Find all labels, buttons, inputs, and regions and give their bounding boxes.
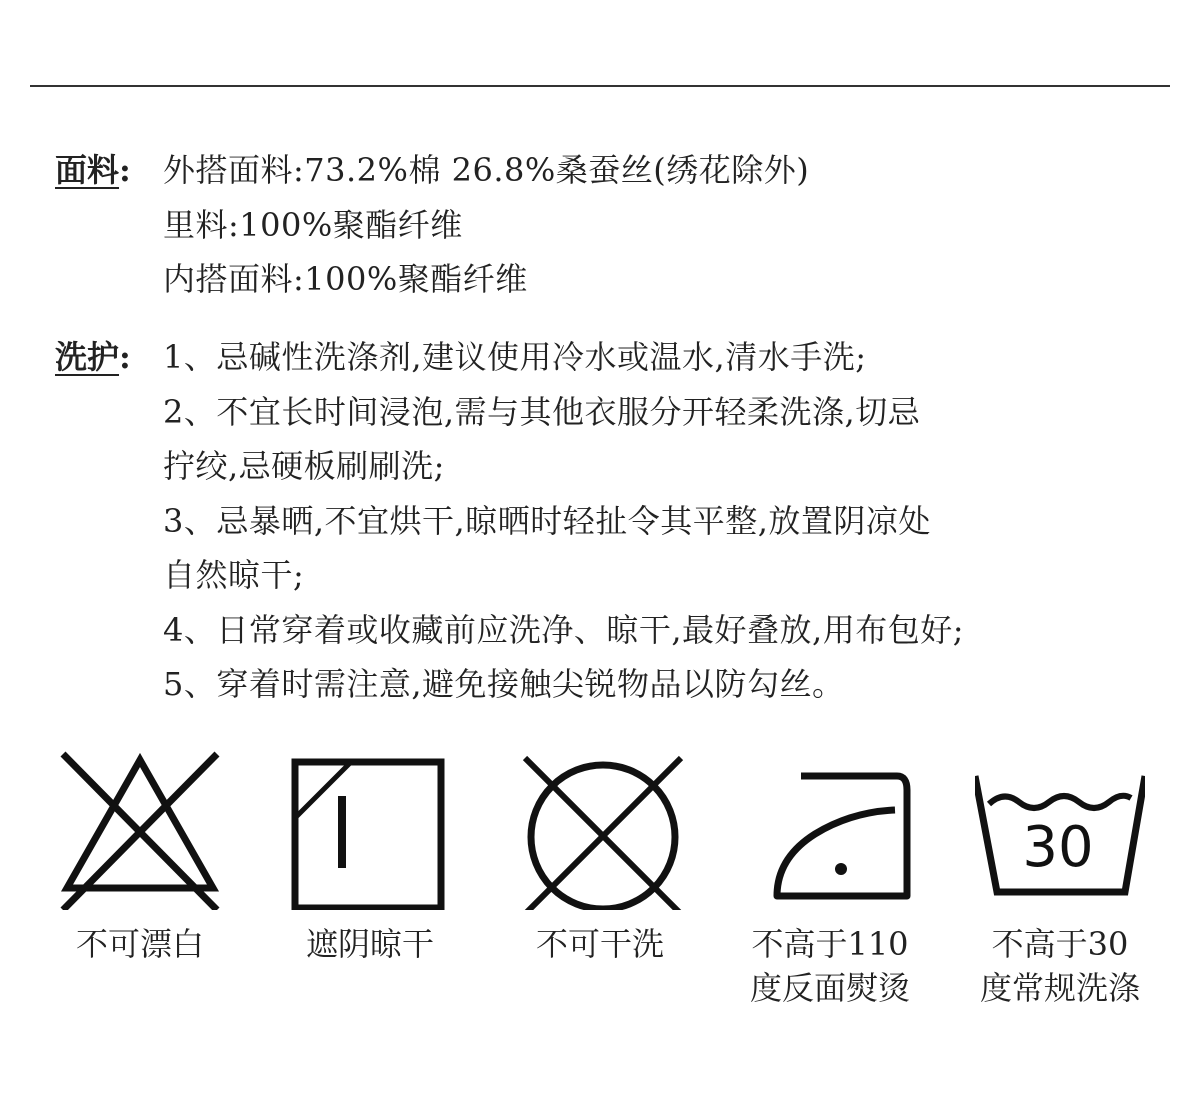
materials-label: 面料:	[55, 151, 131, 189]
iron-low-heat-icon	[745, 740, 915, 910]
care-lines	[163, 330, 1155, 712]
materials-lines	[163, 143, 1155, 307]
bleach-caption: 不可漂白	[75, 925, 204, 963]
care-label: 洗护:	[55, 338, 131, 376]
care-section	[55, 330, 1155, 712]
care-line: 拧绞,忌硬板刷刷洗;	[163, 447, 445, 485]
top-divider	[30, 85, 1170, 87]
materials-line: 内搭面料:100%聚酯纤维	[163, 260, 528, 298]
care-symbol-dry-clean	[480, 740, 720, 966]
wash-30-icon	[975, 740, 1145, 910]
care-symbol-iron	[710, 740, 950, 1010]
care-symbol-shade-dry	[250, 740, 490, 966]
do-not-bleach-icon	[55, 740, 225, 910]
do-not-dry-clean-icon	[515, 740, 685, 910]
care-line: 1、忌碱性洗涤剂,建议使用冷水或温水,清水手洗;	[163, 338, 867, 376]
materials-line: 里料:100%聚酯纤维	[163, 205, 463, 244]
care-line: 5、穿着时需注意,避免接触尖锐物品以防勾丝。	[163, 665, 845, 703]
care-symbol-wash	[940, 740, 1180, 1010]
materials-line: 外搭面料:73.2%棉 26.8%桑蚕丝(绣花除外)	[163, 151, 810, 189]
shade-dry-caption: 遮阴晾干	[305, 925, 434, 963]
care-line: 3、忌暴晒,不宜烘干,晾晒时轻扯令其平整,放置阴凉处	[163, 501, 931, 540]
dry-in-shade-icon	[285, 740, 455, 910]
iron-caption: 不高于110 度反面熨烫	[749, 925, 910, 1007]
care-line: 自然晾干;	[163, 556, 305, 594]
care-line: 4、日常穿着或收藏前应洗净、晾干,最好叠放,用布包好;	[163, 610, 964, 649]
materials-section	[55, 143, 1155, 307]
care-symbol-bleach	[20, 740, 260, 966]
dry-clean-caption: 不可干洗	[535, 925, 664, 963]
care-symbols-row	[0, 740, 1200, 1040]
wash-caption: 不高于30 度常规洗涤	[979, 925, 1140, 1007]
care-line: 2、不宜长时间浸泡,需与其他衣服分开轻柔洗涤,切忌	[163, 392, 921, 431]
wash-temperature-text: 30	[1022, 815, 1094, 880]
